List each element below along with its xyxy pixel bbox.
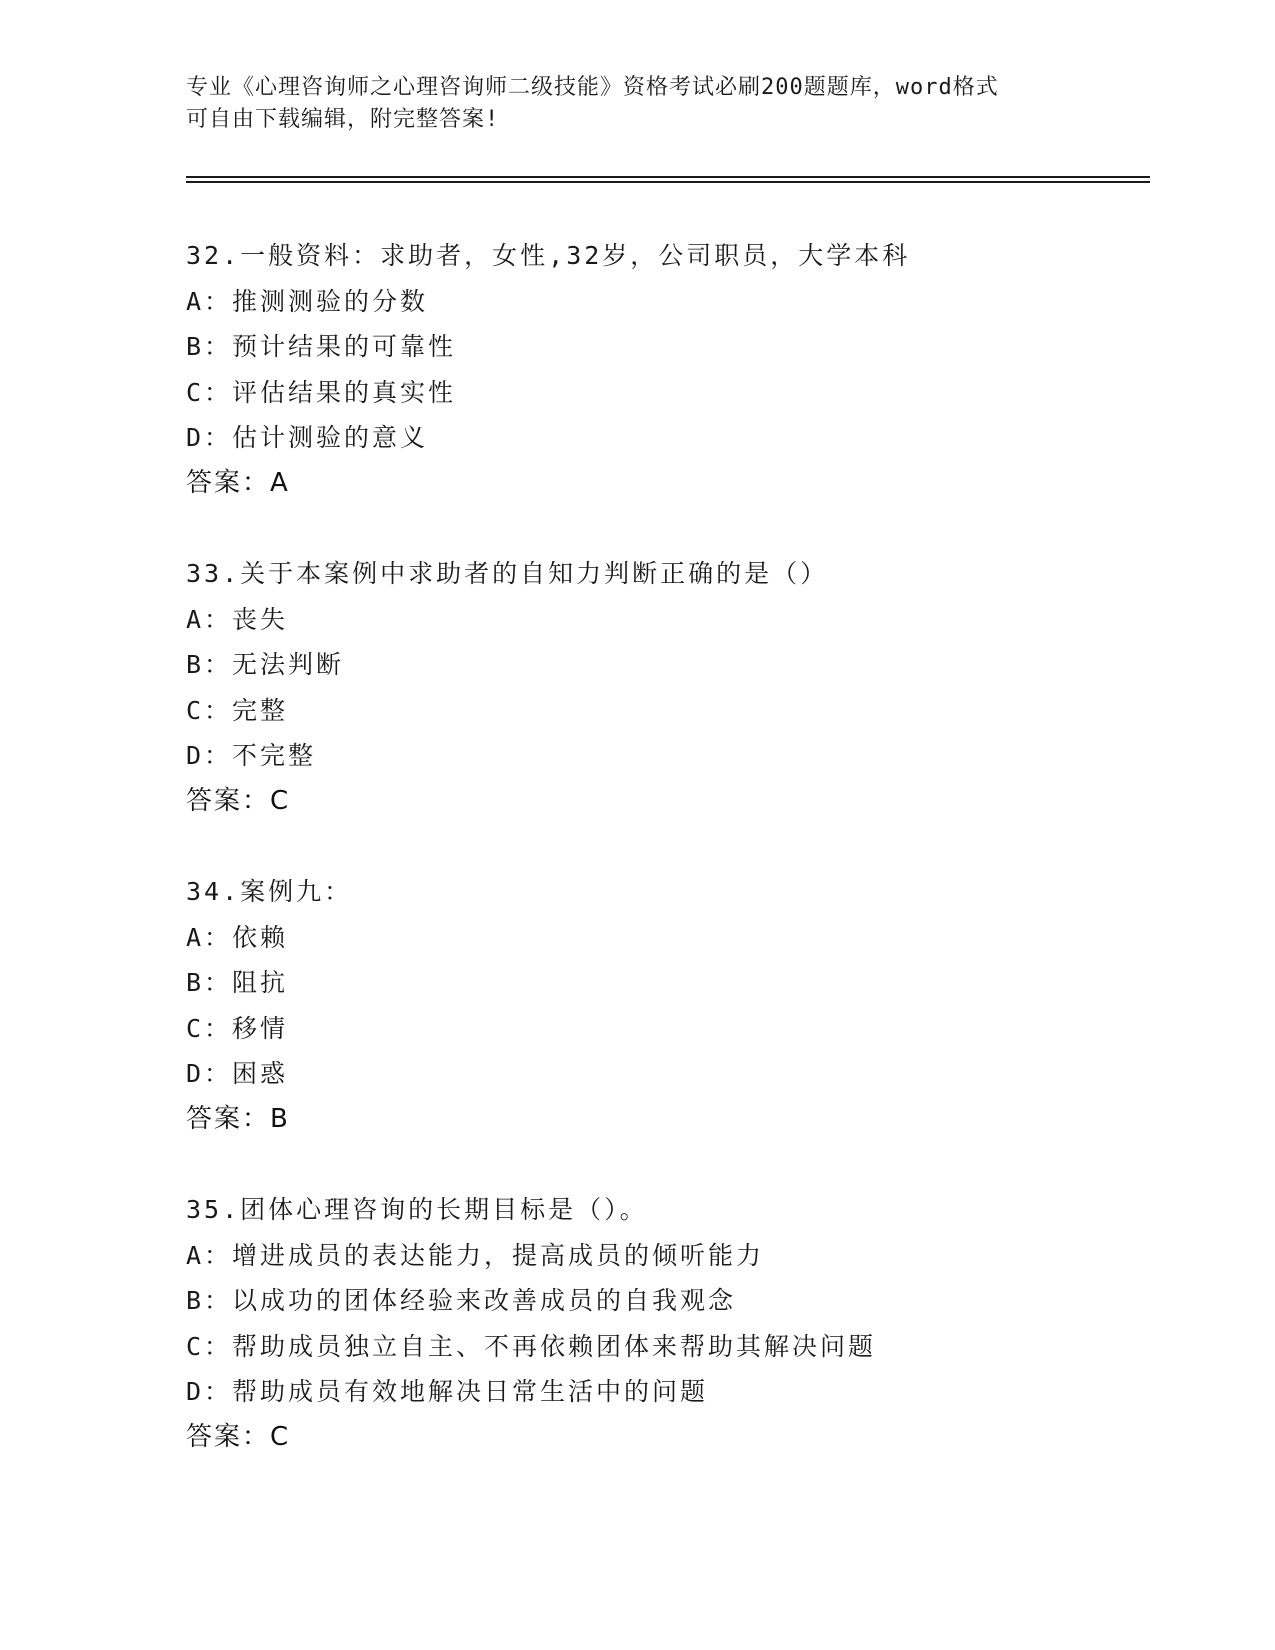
answer-line: 答案：A: [186, 467, 290, 498]
option-c: C：帮助成员独立自主、不再依赖团体来帮助其解决问题: [186, 1331, 877, 1361]
option-d: D：不完整: [186, 741, 317, 770]
answer-line: 答案：B: [186, 1103, 290, 1134]
option-d: D：估计测验的意义: [186, 423, 429, 452]
option-c: C：评估结果的真实性: [186, 377, 457, 407]
option-d: D：困惑: [186, 1059, 289, 1088]
question-stem: 32.一般资料：求助者，女性,32岁，公司职员，大学本科: [186, 241, 911, 270]
option-c: C：移情: [186, 1013, 289, 1043]
option-b: B：以成功的团体经验来改善成员的自我观念: [186, 1286, 737, 1315]
answer-line: 答案：C: [186, 1421, 291, 1452]
question-34: [186, 869, 1146, 1142]
question-33: [186, 551, 1146, 824]
option-b: B：无法判断: [186, 650, 345, 679]
answer-line: 答案：C: [186, 785, 291, 816]
header-rule-bottom: [186, 181, 1150, 183]
document-header: [186, 72, 1086, 136]
option-b: B：预计结果的可靠性: [186, 332, 457, 361]
option-a: A：增进成员的表达能力，提高成员的倾听能力: [186, 1240, 765, 1270]
option-a: A：推测测验的分数: [186, 286, 429, 316]
option-a: A：丧失: [186, 604, 289, 634]
question-35: [186, 1187, 1146, 1460]
question-stem: 34.案例九：: [186, 877, 353, 906]
option-d: D：帮助成员有效地解决日常生活中的问题: [186, 1377, 709, 1406]
header-rule-top: [186, 176, 1150, 178]
header-line-2: 可自由下载编辑，附完整答案!: [186, 107, 500, 132]
header-line-1: 专业《心理咨询师之心理咨询师二级技能》资格考试必刷200题题库，word格式: [186, 75, 999, 100]
question-stem: 33.关于本案例中求助者的自知力判断正确的是（）: [186, 559, 829, 588]
option-a: A：依赖: [186, 922, 289, 952]
question-stem: 35.团体心理咨询的长期目标是（）。: [186, 1195, 648, 1224]
option-c: C：完整: [186, 695, 289, 725]
question-32: [186, 233, 1146, 506]
option-b: B：阻抗: [186, 968, 289, 997]
